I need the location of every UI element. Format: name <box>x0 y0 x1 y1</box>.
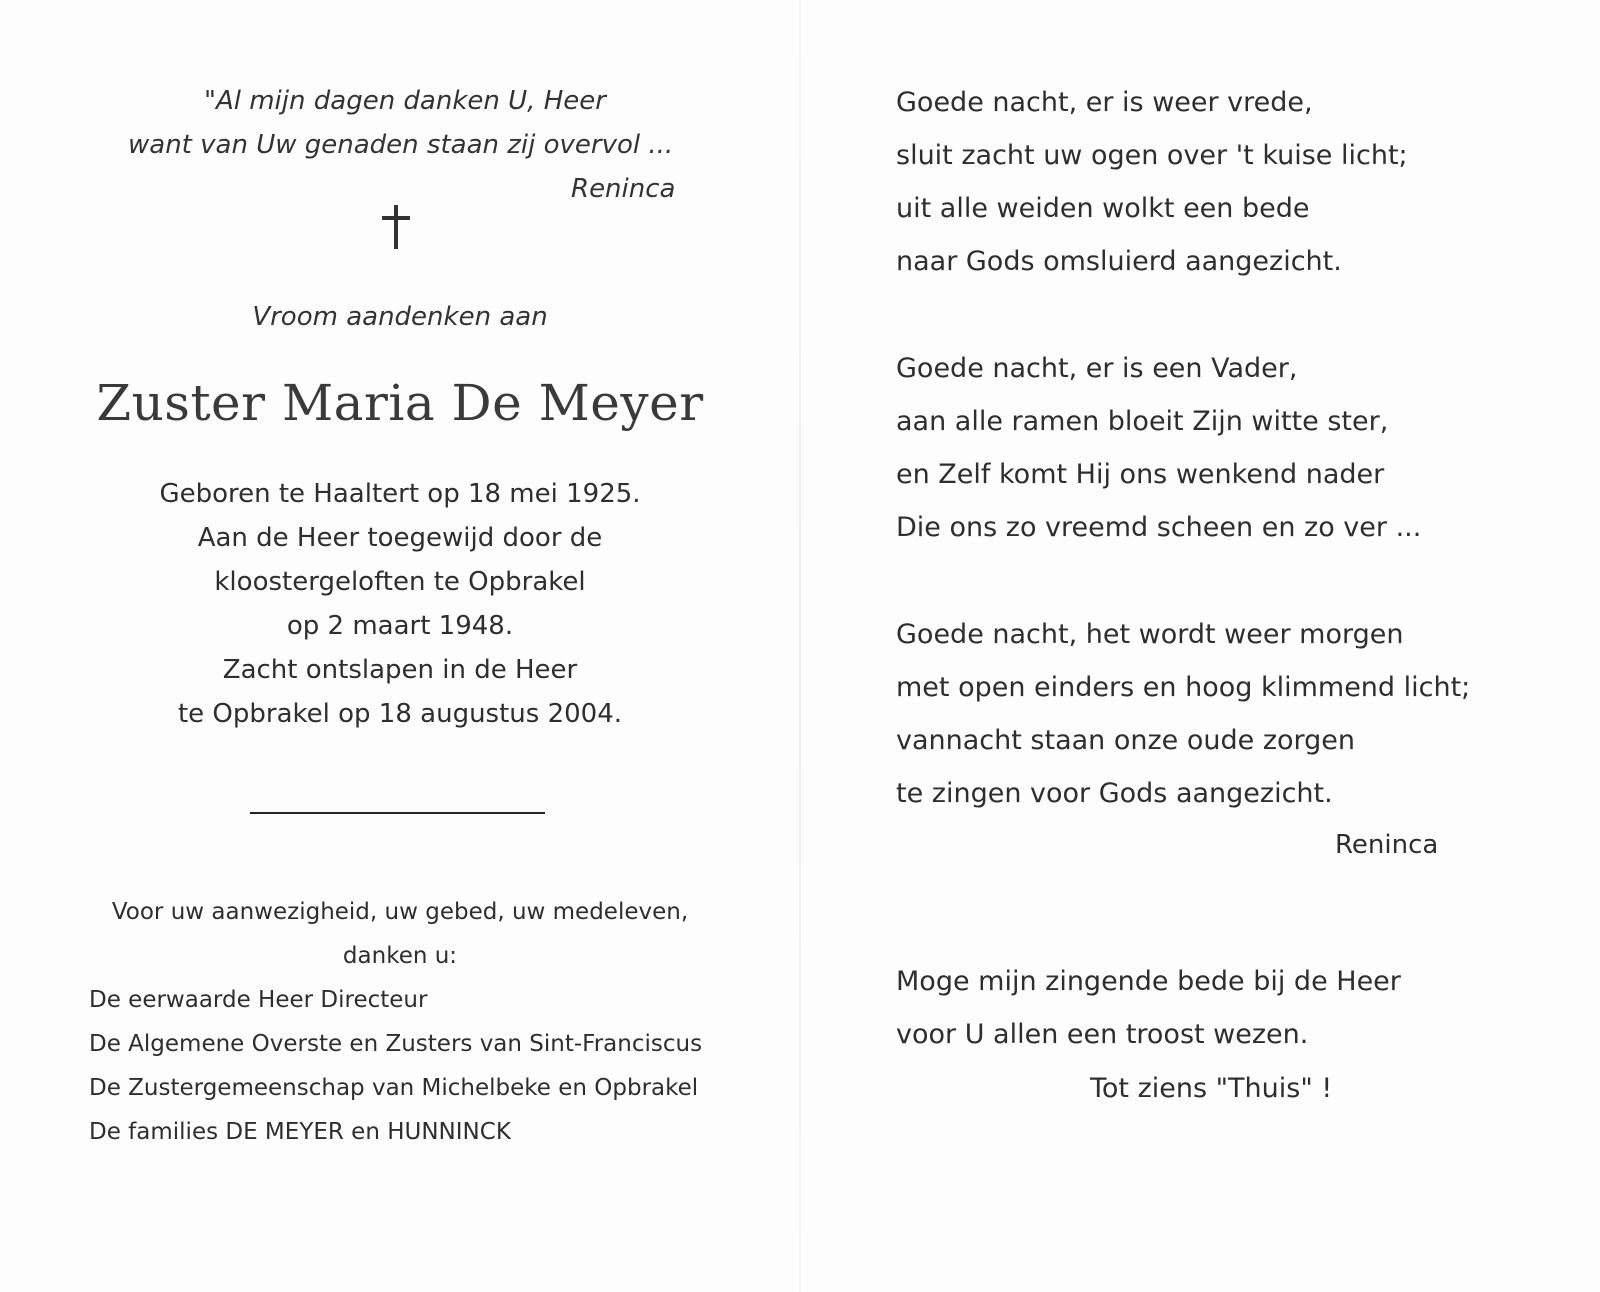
bio-line: kloostergeloften te Opbrakel <box>214 567 586 597</box>
poem-stanza-1 <box>896 76 1408 288</box>
biography <box>0 472 800 736</box>
list-item: De Algemene Overste en Zusters van Sint-Franciscus <box>89 1031 703 1057</box>
poem-line: naar Gods omsluierd aangezicht. <box>896 246 1342 277</box>
list-item: De eerwaarde Heer Directeur <box>89 987 428 1013</box>
bio-line: Aan de Heer toegewijd door de <box>197 523 603 553</box>
closing-line: Moge mijn zingende bede bij de Heer <box>896 966 1401 997</box>
poem-line: met open einders en hoog klimmend licht; <box>896 672 1471 703</box>
quote-line-1: "Al mijn dagen danken U, Heer <box>204 86 606 116</box>
bio-line: Zacht ontslapen in de Heer <box>222 655 578 685</box>
closing-text <box>896 955 1401 1061</box>
subtitle: Vroom aandenken aan <box>252 302 548 332</box>
closing-line: voor U allen een troost wezen. <box>896 1019 1309 1050</box>
thanks-heading-line: Voor uw aanwezigheid, uw gebed, uw medeleven, <box>111 899 689 925</box>
quote-author: Reninca <box>571 174 676 204</box>
poem-line: Goede nacht, er is een Vader, <box>896 353 1298 384</box>
thanks-list <box>89 978 702 1154</box>
deceased-name: Zuster Maria De Meyer <box>96 374 704 432</box>
bio-line: op 2 maart 1948. <box>286 611 514 641</box>
poem-line: Die ons zo vreemd scheen en zo ver ... <box>896 512 1422 543</box>
poem-line: Goede nacht, er is weer vrede, <box>896 87 1313 118</box>
thanks-heading <box>0 890 800 978</box>
poem-author: Reninca <box>1335 830 1439 860</box>
poem-line: en Zelf komt Hij ons wenkend nader <box>896 459 1385 490</box>
thanks-heading-line: danken u: <box>342 943 458 969</box>
poem-line: vannacht staan onze oude zorgen <box>896 725 1355 756</box>
poem-line: uit alle weiden wolkt een bede <box>896 193 1310 224</box>
farewell: Tot ziens "Thuis" ! <box>1090 1073 1333 1104</box>
bio-line: te Opbrakel op 18 augustus 2004. <box>177 699 623 729</box>
list-item: De Zustergemeenschap van Michelbeke en Opbrakel <box>89 1075 699 1101</box>
bio-line: Geboren te Haaltert op 18 mei 1925. <box>159 479 641 509</box>
divider <box>250 812 545 814</box>
poem-stanza-2 <box>896 342 1421 554</box>
poem-line: aan alle ramen bloeit Zijn witte ster, <box>896 406 1389 437</box>
list-item: De families DE MEYER en HUNNINCK <box>89 1119 511 1145</box>
cross-icon <box>376 205 416 249</box>
poem-line: sluit zacht uw ogen over 't kuise licht; <box>896 140 1408 171</box>
poem-line: Goede nacht, het wordt weer morgen <box>896 619 1404 650</box>
poem-line: te zingen voor Gods aangezicht. <box>896 778 1333 809</box>
poem-stanza-3 <box>896 608 1470 820</box>
quote-line-2: want van Uw genaden staan zij overvol ... <box>128 130 674 160</box>
